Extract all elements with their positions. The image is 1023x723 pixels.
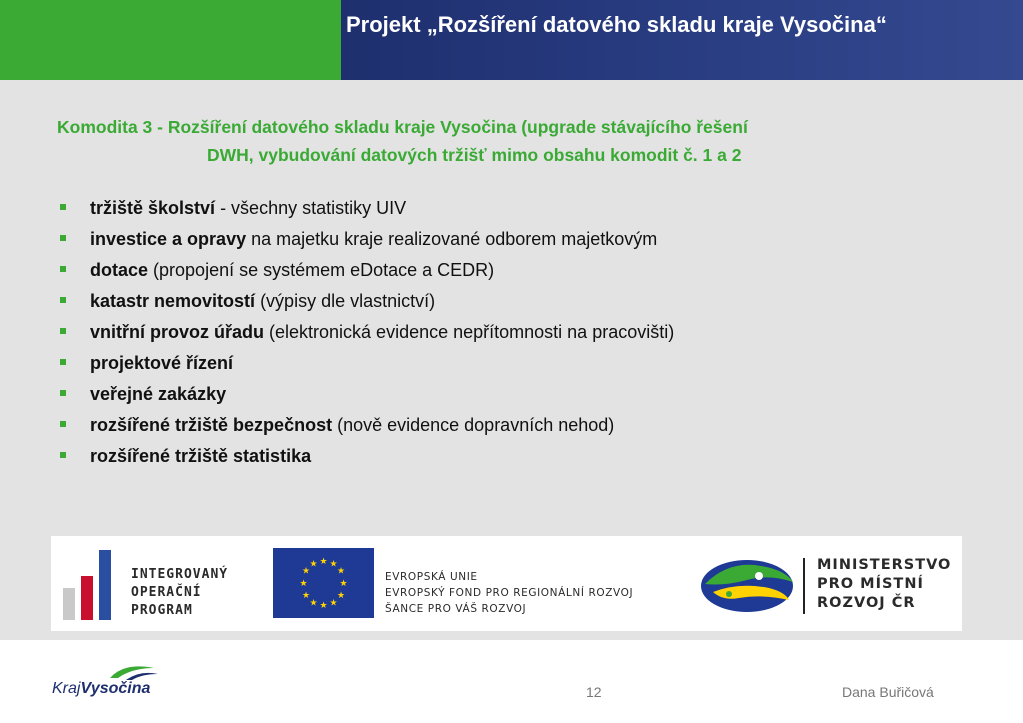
bullet-bold: projektové řízení bbox=[90, 353, 234, 373]
bullet-bold: rozšířené tržiště bezpečnost bbox=[90, 415, 333, 435]
bullet-square-icon bbox=[60, 266, 66, 272]
bullet-square-icon bbox=[60, 390, 66, 396]
mmr-divider bbox=[803, 558, 805, 614]
iop-bar-grey bbox=[63, 588, 75, 620]
bullet-bold: tržiště školství bbox=[90, 198, 216, 218]
section-heading-line1: Komodita 3 - Rozšíření datového skladu kraje Vysočina (upgrade stávajícího řešení bbox=[57, 117, 748, 137]
logo-strip bbox=[51, 536, 962, 631]
mmr-emblem-shape bbox=[699, 554, 799, 616]
list-item bbox=[57, 194, 997, 225]
iop-text bbox=[131, 566, 228, 620]
mmr-line3: ROZVOJ ČR bbox=[817, 595, 916, 611]
mmr-text bbox=[817, 556, 951, 613]
bullet-text: (výpisy dle vlastnictví) bbox=[255, 291, 436, 311]
iop-logo bbox=[61, 548, 261, 620]
kraj-logo-part2: Vysočina bbox=[80, 680, 151, 697]
section-heading-line2: DWH, vybudování datových tržišť mimo obsahu komodit č. 1 a 2 bbox=[207, 145, 742, 165]
list-item bbox=[57, 411, 997, 442]
mmr-line1: MINISTERSTVO bbox=[817, 557, 952, 573]
iop-bar-blue bbox=[99, 550, 111, 620]
list-item bbox=[57, 318, 997, 349]
svg-text:★: ★ bbox=[301, 566, 311, 577]
bullet-square-icon bbox=[60, 452, 66, 458]
kraj-swoosh-icon bbox=[52, 662, 172, 682]
bullet-bold: rozšířené tržiště statistika bbox=[90, 446, 312, 466]
svg-text:★: ★ bbox=[309, 559, 318, 570]
svg-text:★: ★ bbox=[319, 557, 328, 567]
footer bbox=[0, 640, 1023, 723]
eu-stars bbox=[273, 548, 374, 618]
iop-line1: INTEGROVANÝ bbox=[131, 567, 229, 582]
svg-text:★: ★ bbox=[339, 579, 348, 589]
bullet-text: (elektronická evidence nepřítomnosti na pracovišti) bbox=[264, 322, 675, 342]
bullet-bold: vnitřní provoz úřadu bbox=[90, 322, 265, 342]
slide-title: Projekt „Rozšíření datového skladu kraje Vysočina“ bbox=[346, 12, 887, 37]
bullet-text: na majetku kraje realizované odborem majetkovým bbox=[246, 229, 658, 249]
header-green-block bbox=[0, 0, 341, 80]
list-item bbox=[57, 225, 997, 256]
list-item bbox=[57, 442, 997, 473]
bullet-text: (propojení se systémem eDotace a CEDR) bbox=[148, 260, 495, 280]
svg-text:★: ★ bbox=[319, 601, 328, 611]
bullet-bold: dotace bbox=[90, 260, 149, 280]
bullet-square-icon bbox=[60, 235, 66, 241]
bullet-bold: katastr nemovitostí bbox=[90, 291, 256, 311]
svg-text:★: ★ bbox=[301, 591, 311, 601]
iop-bar-red bbox=[81, 576, 93, 620]
svg-text:★: ★ bbox=[329, 559, 338, 570]
iop-line3: PROGRAM bbox=[131, 603, 193, 618]
list-item bbox=[57, 349, 997, 380]
kraj-logo-text bbox=[52, 680, 150, 698]
svg-text:★: ★ bbox=[309, 598, 318, 609]
svg-text:★: ★ bbox=[336, 566, 346, 577]
list-item bbox=[57, 256, 997, 287]
kraj-logo-part1: Kraj bbox=[52, 680, 81, 697]
svg-text:★: ★ bbox=[329, 598, 338, 609]
list-item bbox=[57, 380, 997, 411]
bullet-square-icon bbox=[60, 328, 66, 334]
bullet-square-icon bbox=[60, 204, 66, 210]
bullet-list bbox=[57, 194, 997, 473]
iop-line2: OPERAČNÍ bbox=[131, 585, 202, 600]
bullet-text: (nově evidence dopravních nehod) bbox=[332, 415, 615, 435]
mmr-line2: PRO MÍSTNÍ bbox=[817, 576, 924, 592]
svg-text:★: ★ bbox=[299, 579, 308, 589]
eu-line2: EVROPSKÝ FOND PRO REGIONÁLNÍ ROZVOJ bbox=[385, 587, 634, 599]
kraj-vysocina-logo bbox=[52, 662, 172, 706]
bullet-square-icon bbox=[60, 421, 66, 427]
author-name: Dana Buřičová bbox=[842, 684, 934, 700]
bullet-bold: investice a opravy bbox=[90, 229, 247, 249]
bullet-square-icon bbox=[60, 359, 66, 365]
eu-line3: ŠANCE PRO VÁŠ ROZVOJ bbox=[385, 603, 527, 615]
page-number: 12 bbox=[586, 684, 602, 700]
eu-text bbox=[385, 569, 633, 617]
mmr-emblem-icon bbox=[699, 554, 799, 616]
section-heading bbox=[57, 113, 997, 169]
eu-line1: EVROPSKÁ UNIE bbox=[385, 571, 478, 583]
bullet-square-icon bbox=[60, 297, 66, 303]
list-item bbox=[57, 287, 997, 318]
eu-flag-icon bbox=[273, 548, 374, 618]
bullet-text: - všechny statistiky UIV bbox=[215, 198, 407, 218]
header-bar bbox=[0, 0, 1023, 80]
bullet-bold: veřejné zakázky bbox=[90, 384, 227, 404]
svg-text:★: ★ bbox=[336, 591, 346, 601]
